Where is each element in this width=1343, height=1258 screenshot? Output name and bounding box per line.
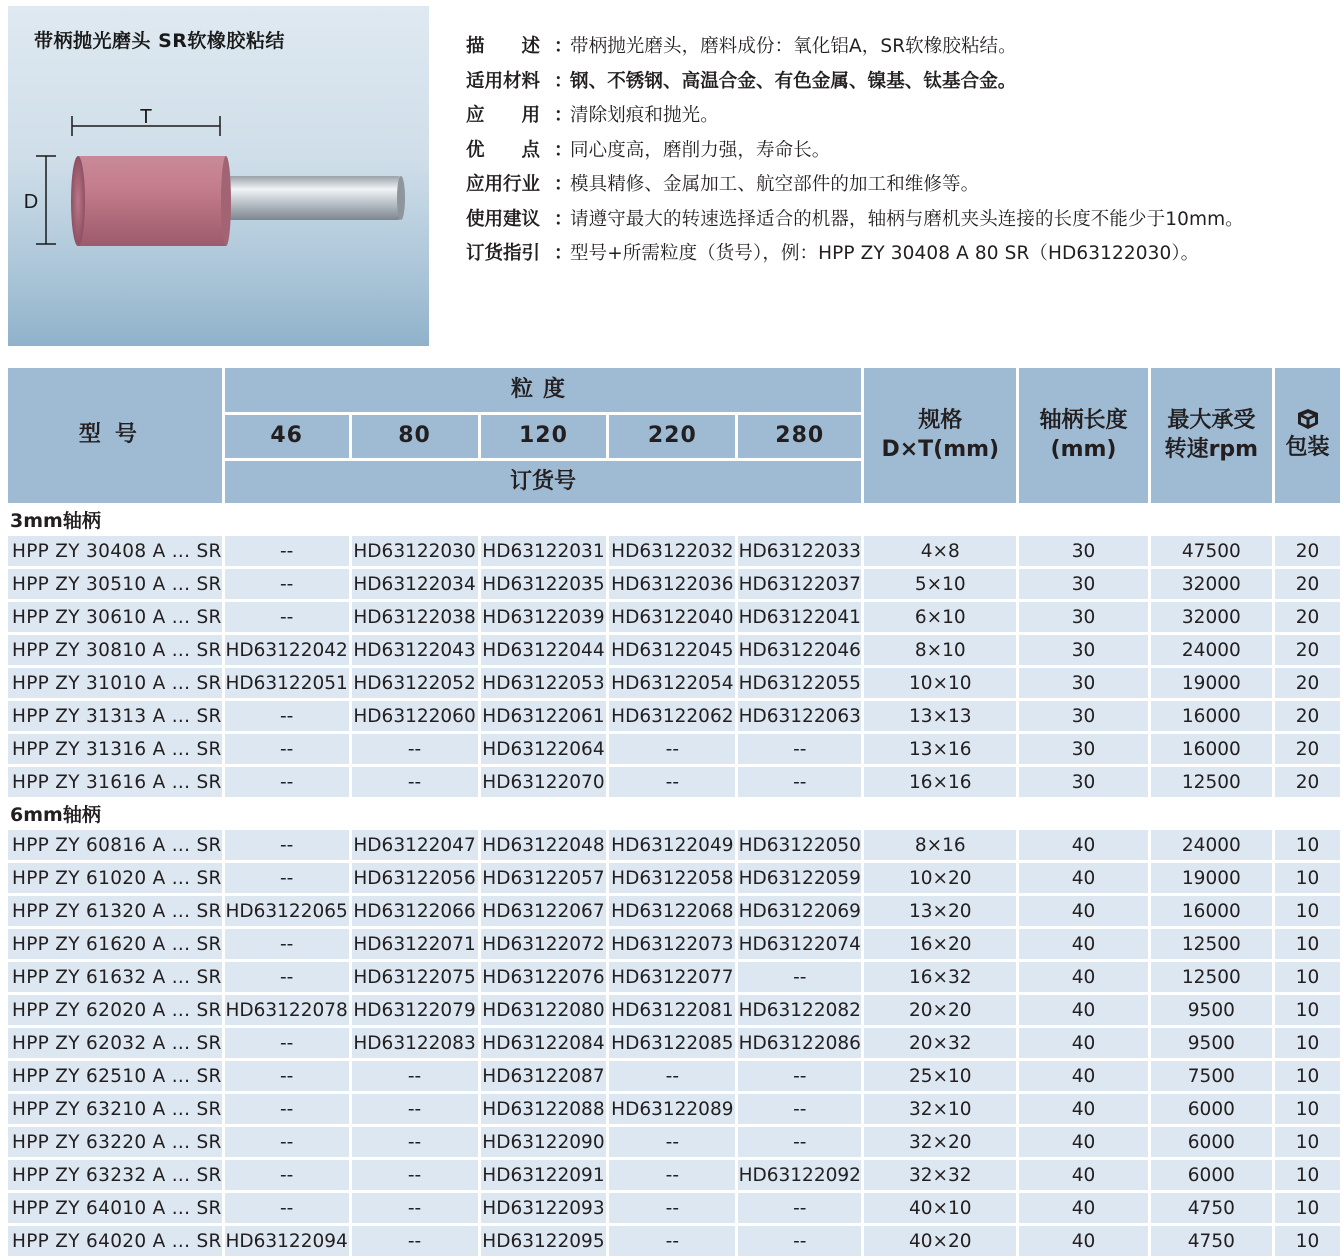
model-cell: HPP ZY 63232 A ... SR — [8, 1160, 222, 1190]
order-no-280-cell: -- — [738, 962, 861, 992]
max-rpm-cell: 47500 — [1151, 536, 1272, 566]
pack-cell: 20 — [1275, 536, 1340, 566]
max-rpm-cell: 32000 — [1151, 602, 1272, 632]
model-cell: HPP ZY 31313 A ... SR — [8, 701, 222, 731]
size-cell: 8×16 — [864, 830, 1016, 860]
pack-cell: 10 — [1275, 830, 1340, 860]
header-grit-46: 46 — [225, 415, 349, 458]
max-rpm-cell: 19000 — [1151, 863, 1272, 893]
dimension-d — [36, 156, 56, 244]
pack-cell: 10 — [1275, 1226, 1340, 1256]
description-label: 订货指引 — [466, 243, 541, 265]
order-no-280-cell: HD63122037 — [738, 569, 861, 599]
header-order-number: 订货号 — [225, 461, 862, 503]
order-no-46-cell: -- — [225, 536, 349, 566]
shank-length-cell: 40 — [1019, 830, 1147, 860]
pack-cell: 10 — [1275, 1061, 1340, 1091]
pack-cell: 20 — [1275, 668, 1340, 698]
shank-length-cell: 40 — [1019, 1061, 1147, 1091]
shank-length-cell: 30 — [1019, 734, 1147, 764]
order-no-120-cell: HD63122048 — [481, 830, 607, 860]
order-no-120-cell: HD63122035 — [481, 569, 607, 599]
size-cell: 6×10 — [864, 602, 1016, 632]
header-size: 规格 D×T(mm) — [864, 368, 1016, 503]
max-rpm-cell: 16000 — [1151, 701, 1272, 731]
description-colon: ： — [554, 174, 573, 196]
order-no-280-cell: -- — [738, 1127, 861, 1157]
order-no-80-cell: HD63122043 — [352, 635, 478, 665]
order-no-220-cell: -- — [609, 767, 735, 797]
shank-length-cell: 40 — [1019, 962, 1147, 992]
description-label: 应用行业 — [466, 174, 541, 196]
description-value: 模具精修、金属加工、航空部件的加工和维修等。 — [570, 174, 980, 196]
header-pack: 包装 — [1275, 368, 1340, 503]
size-cell: 16×16 — [864, 767, 1016, 797]
order-no-220-cell: -- — [609, 1226, 735, 1256]
pack-cell: 20 — [1275, 767, 1340, 797]
header-grit-120: 120 — [481, 415, 607, 458]
shank-length-cell: 40 — [1019, 1028, 1147, 1058]
description-row — [466, 63, 1336, 98]
size-cell: 4×8 — [864, 536, 1016, 566]
order-no-280-cell: HD63122086 — [738, 1028, 861, 1058]
shank-length-cell: 30 — [1019, 602, 1147, 632]
order-no-220-cell: HD63122077 — [609, 962, 735, 992]
description-label: 适用材料 — [466, 70, 541, 92]
max-rpm-cell: 32000 — [1151, 569, 1272, 599]
order-no-80-cell: -- — [352, 1193, 478, 1223]
pack-cell: 10 — [1275, 1193, 1340, 1223]
description-row — [466, 166, 1336, 201]
max-rpm-cell: 9500 — [1151, 1028, 1272, 1058]
header-grit-220: 220 — [609, 415, 735, 458]
order-no-120-cell: HD63122064 — [481, 734, 607, 764]
table-row — [8, 569, 1340, 599]
max-rpm-cell: 12500 — [1151, 962, 1272, 992]
order-no-220-cell: HD63122032 — [609, 536, 735, 566]
order-no-120-cell: HD63122088 — [481, 1094, 607, 1124]
order-no-120-cell: HD63122091 — [481, 1160, 607, 1190]
order-no-80-cell: -- — [352, 1127, 478, 1157]
order-no-46-cell: -- — [225, 962, 349, 992]
order-no-280-cell: HD63122050 — [738, 830, 861, 860]
order-no-280-cell: HD63122055 — [738, 668, 861, 698]
section-row — [8, 506, 1340, 533]
order-no-220-cell: HD63122068 — [609, 896, 735, 926]
order-no-46-cell: -- — [225, 1061, 349, 1091]
order-no-220-cell: HD63122085 — [609, 1028, 735, 1058]
order-no-46-cell: -- — [225, 602, 349, 632]
order-no-220-cell: HD63122054 — [609, 668, 735, 698]
order-no-46-cell: -- — [225, 701, 349, 731]
size-cell: 20×20 — [864, 995, 1016, 1025]
pack-cell: 10 — [1275, 896, 1340, 926]
order-no-220-cell: -- — [609, 1061, 735, 1091]
description-label: 描 述 — [466, 36, 541, 58]
model-cell: HPP ZY 30408 A ... SR — [8, 536, 222, 566]
shank-length-cell: 40 — [1019, 1193, 1147, 1223]
shank-length-cell: 30 — [1019, 635, 1147, 665]
order-no-80-cell: HD63122083 — [352, 1028, 478, 1058]
order-no-280-cell: -- — [738, 734, 861, 764]
description-row — [466, 28, 1336, 63]
shank-length-cell: 40 — [1019, 1160, 1147, 1190]
model-cell: HPP ZY 31616 A ... SR — [8, 767, 222, 797]
header-shank-length: 轴柄长度 (mm) — [1019, 368, 1147, 503]
section-title: 3mm轴柄 — [10, 510, 101, 532]
pack-cell: 20 — [1275, 602, 1340, 632]
order-no-120-cell: HD63122080 — [481, 995, 607, 1025]
model-cell: HPP ZY 61320 A ... SR — [8, 896, 222, 926]
order-no-280-cell: -- — [738, 1193, 861, 1223]
order-no-46-cell: HD63122042 — [225, 635, 349, 665]
size-cell: 13×16 — [864, 734, 1016, 764]
max-rpm-cell: 6000 — [1151, 1127, 1272, 1157]
shank-length-cell: 40 — [1019, 1127, 1147, 1157]
order-no-220-cell: -- — [609, 1127, 735, 1157]
model-cell: HPP ZY 31010 A ... SR — [8, 668, 222, 698]
order-no-120-cell: HD63122076 — [481, 962, 607, 992]
size-cell: 10×10 — [864, 668, 1016, 698]
pack-cell: 10 — [1275, 929, 1340, 959]
order-no-46-cell: HD63122065 — [225, 896, 349, 926]
size-cell: 32×10 — [864, 1094, 1016, 1124]
order-no-280-cell: -- — [738, 1061, 861, 1091]
order-no-46-cell: HD63122094 — [225, 1226, 349, 1256]
pack-cell: 10 — [1275, 1028, 1340, 1058]
table-row — [8, 929, 1340, 959]
size-cell: 32×20 — [864, 1127, 1016, 1157]
model-cell: HPP ZY 61620 A ... SR — [8, 929, 222, 959]
header-grit-280: 280 — [738, 415, 861, 458]
shank-length-cell: 30 — [1019, 701, 1147, 731]
order-no-120-cell: HD63122053 — [481, 668, 607, 698]
size-cell: 13×13 — [864, 701, 1016, 731]
order-no-46-cell: -- — [225, 767, 349, 797]
shank-length-cell: 30 — [1019, 767, 1147, 797]
table-row — [8, 995, 1340, 1025]
order-no-220-cell: HD63122045 — [609, 635, 735, 665]
model-cell: HPP ZY 64020 A ... SR — [8, 1226, 222, 1256]
max-rpm-cell: 12500 — [1151, 929, 1272, 959]
model-cell: HPP ZY 30610 A ... SR — [8, 602, 222, 632]
model-cell: HPP ZY 61632 A ... SR — [8, 962, 222, 992]
description-value: 型号+所需粒度（货号），例：HPP ZY 30408 A 80 SR（HD63122030）。 — [570, 243, 1200, 265]
order-no-46-cell: -- — [225, 1193, 349, 1223]
order-no-280-cell: HD63122069 — [738, 896, 861, 926]
order-no-280-cell: HD63122033 — [738, 536, 861, 566]
size-cell: 25×10 — [864, 1061, 1016, 1091]
table-row — [8, 962, 1340, 992]
order-no-220-cell: HD63122073 — [609, 929, 735, 959]
max-rpm-cell: 12500 — [1151, 767, 1272, 797]
mounted-point-illustration — [8, 6, 429, 346]
pack-cell: 20 — [1275, 635, 1340, 665]
order-no-80-cell: -- — [352, 734, 478, 764]
description-label: 使用建议 — [466, 208, 541, 230]
order-no-46-cell: -- — [225, 569, 349, 599]
table-row — [8, 635, 1340, 665]
section-row — [8, 800, 1340, 827]
description-colon: ： — [554, 243, 573, 265]
header-model: 型号 — [8, 368, 222, 503]
order-no-120-cell: HD63122061 — [481, 701, 607, 731]
max-rpm-cell: 16000 — [1151, 734, 1272, 764]
header-max-rpm: 最大承受 转速rpm — [1151, 368, 1272, 503]
pack-cell: 10 — [1275, 863, 1340, 893]
order-no-80-cell: HD63122079 — [352, 995, 478, 1025]
order-no-280-cell: HD63122046 — [738, 635, 861, 665]
description-value: 带柄抛光磨头，磨料成份：氧化铝A，SR软橡胶粘结。 — [570, 36, 1017, 58]
pack-cell: 10 — [1275, 995, 1340, 1025]
pack-cell: 20 — [1275, 701, 1340, 731]
order-no-220-cell: -- — [609, 1160, 735, 1190]
model-cell: HPP ZY 62510 A ... SR — [8, 1061, 222, 1091]
order-no-80-cell: -- — [352, 1061, 478, 1091]
order-no-80-cell: HD63122047 — [352, 830, 478, 860]
grinding-head — [78, 156, 226, 246]
order-no-220-cell: HD63122058 — [609, 863, 735, 893]
max-rpm-cell: 6000 — [1151, 1094, 1272, 1124]
description-label: 应 用 — [466, 105, 541, 127]
order-no-80-cell: HD63122066 — [352, 896, 478, 926]
order-no-80-cell: -- — [352, 1094, 478, 1124]
table-row — [8, 734, 1340, 764]
table-row — [8, 1193, 1340, 1223]
pack-cell: 20 — [1275, 569, 1340, 599]
model-cell: HPP ZY 62020 A ... SR — [8, 995, 222, 1025]
dimension-t-label: T — [139, 106, 153, 128]
size-cell: 16×32 — [864, 962, 1016, 992]
size-cell: 16×20 — [864, 929, 1016, 959]
order-no-120-cell: HD63122090 — [481, 1127, 607, 1157]
product-image-panel — [8, 6, 429, 346]
shank-length-cell: 40 — [1019, 896, 1147, 926]
model-cell: HPP ZY 30810 A ... SR — [8, 635, 222, 665]
order-no-80-cell: -- — [352, 1226, 478, 1256]
shank-length-cell: 40 — [1019, 1226, 1147, 1256]
max-rpm-cell: 4750 — [1151, 1193, 1272, 1223]
max-rpm-cell: 6000 — [1151, 1160, 1272, 1190]
description-row — [466, 97, 1336, 132]
table-row — [8, 1094, 1340, 1124]
max-rpm-cell: 24000 — [1151, 635, 1272, 665]
max-rpm-cell: 4750 — [1151, 1226, 1272, 1256]
size-cell: 5×10 — [864, 569, 1016, 599]
table-row — [8, 1160, 1340, 1190]
header-grit: 粒度 — [225, 368, 862, 412]
table-body — [8, 506, 1340, 1256]
order-no-80-cell: HD63122030 — [352, 536, 478, 566]
order-no-80-cell: HD63122052 — [352, 668, 478, 698]
shank-length-cell: 30 — [1019, 569, 1147, 599]
pack-cell: 10 — [1275, 962, 1340, 992]
order-no-280-cell: HD63122074 — [738, 929, 861, 959]
shank — [208, 176, 401, 220]
table-row — [8, 668, 1340, 698]
shank-length-cell: 40 — [1019, 929, 1147, 959]
order-no-46-cell: -- — [225, 1028, 349, 1058]
order-no-80-cell: HD63122060 — [352, 701, 478, 731]
order-no-46-cell: -- — [225, 734, 349, 764]
description-colon: ： — [554, 139, 573, 161]
order-no-120-cell: HD63122072 — [481, 929, 607, 959]
table-row — [8, 536, 1340, 566]
pack-cell: 10 — [1275, 1127, 1340, 1157]
table-row — [8, 602, 1340, 632]
section-title: 6mm轴柄 — [10, 804, 101, 826]
spec-table — [5, 365, 1343, 1258]
dimension-d-label: D — [23, 191, 39, 213]
description-value: 同心度高，磨削力强，寿命长。 — [570, 139, 831, 161]
order-no-120-cell: HD63122095 — [481, 1226, 607, 1256]
order-no-120-cell: HD63122039 — [481, 602, 607, 632]
max-rpm-cell: 9500 — [1151, 995, 1272, 1025]
description-value: 清除划痕和抛光。 — [570, 105, 719, 127]
description-value: 请遵守最大的转速选择适合的机器，轴柄与磨机夹头连接的长度不能少于10mm。 — [570, 208, 1244, 230]
order-no-80-cell: HD63122075 — [352, 962, 478, 992]
size-cell: 40×10 — [864, 1193, 1016, 1223]
size-cell: 20×32 — [864, 1028, 1016, 1058]
description-row — [466, 132, 1336, 167]
order-no-120-cell: HD63122084 — [481, 1028, 607, 1058]
model-cell: HPP ZY 60816 A ... SR — [8, 830, 222, 860]
order-no-46-cell: -- — [225, 1160, 349, 1190]
order-no-46-cell: -- — [225, 929, 349, 959]
order-no-120-cell: HD63122057 — [481, 863, 607, 893]
pack-cell: 10 — [1275, 1160, 1340, 1190]
model-cell: HPP ZY 64010 A ... SR — [8, 1193, 222, 1223]
description-row — [466, 201, 1336, 236]
order-no-46-cell: -- — [225, 863, 349, 893]
description-colon: ： — [554, 70, 573, 92]
size-cell: 10×20 — [864, 863, 1016, 893]
order-no-46-cell: HD63122078 — [225, 995, 349, 1025]
size-cell: 8×10 — [864, 635, 1016, 665]
order-no-220-cell: HD63122081 — [609, 995, 735, 1025]
order-no-46-cell: -- — [225, 1127, 349, 1157]
order-no-80-cell: HD63122034 — [352, 569, 478, 599]
max-rpm-cell: 7500 — [1151, 1061, 1272, 1091]
model-cell: HPP ZY 63220 A ... SR — [8, 1127, 222, 1157]
order-no-280-cell: HD63122059 — [738, 863, 861, 893]
table-row — [8, 896, 1340, 926]
order-no-220-cell: -- — [609, 734, 735, 764]
description-colon: ： — [554, 36, 573, 58]
product-description — [466, 28, 1336, 270]
max-rpm-cell: 16000 — [1151, 896, 1272, 926]
description-row — [466, 235, 1336, 270]
order-no-80-cell: -- — [352, 767, 478, 797]
order-no-220-cell: HD63122040 — [609, 602, 735, 632]
order-no-280-cell: -- — [738, 767, 861, 797]
box-icon — [1296, 408, 1320, 430]
shank-length-cell: 30 — [1019, 536, 1147, 566]
description-value: 钢、不锈钢、高温合金、有色金属、镍基、钛基合金。 — [570, 70, 1017, 92]
order-no-120-cell: HD63122044 — [481, 635, 607, 665]
order-no-46-cell: -- — [225, 830, 349, 860]
pack-cell: 20 — [1275, 734, 1340, 764]
order-no-120-cell: HD63122067 — [481, 896, 607, 926]
table-row — [8, 863, 1340, 893]
description-label: 优 点 — [466, 139, 541, 161]
order-no-280-cell: HD63122041 — [738, 602, 861, 632]
model-cell: HPP ZY 31316 A ... SR — [8, 734, 222, 764]
shank-length-cell: 40 — [1019, 863, 1147, 893]
order-no-220-cell: HD63122062 — [609, 701, 735, 731]
model-cell: HPP ZY 63210 A ... SR — [8, 1094, 222, 1124]
model-cell: HPP ZY 30510 A ... SR — [8, 569, 222, 599]
max-rpm-cell: 24000 — [1151, 830, 1272, 860]
model-cell: HPP ZY 61020 A ... SR — [8, 863, 222, 893]
order-no-120-cell: HD63122031 — [481, 536, 607, 566]
shank-length-cell: 40 — [1019, 1094, 1147, 1124]
table-row — [8, 1127, 1340, 1157]
size-cell: 13×20 — [864, 896, 1016, 926]
order-no-120-cell: HD63122070 — [481, 767, 607, 797]
order-no-80-cell: -- — [352, 1160, 478, 1190]
order-no-280-cell: HD63122092 — [738, 1160, 861, 1190]
order-no-220-cell: HD63122089 — [609, 1094, 735, 1124]
size-cell: 32×32 — [864, 1160, 1016, 1190]
order-no-120-cell: HD63122087 — [481, 1061, 607, 1091]
header-grit-80: 80 — [352, 415, 478, 458]
shank-length-cell: 30 — [1019, 668, 1147, 698]
order-no-280-cell: -- — [738, 1226, 861, 1256]
table-row — [8, 767, 1340, 797]
order-no-80-cell: HD63122056 — [352, 863, 478, 893]
description-colon: ： — [554, 105, 573, 127]
order-no-220-cell: HD63122036 — [609, 569, 735, 599]
table-row — [8, 1226, 1340, 1256]
order-no-280-cell: HD63122063 — [738, 701, 861, 731]
max-rpm-cell: 19000 — [1151, 668, 1272, 698]
shank-length-cell: 40 — [1019, 995, 1147, 1025]
table-row — [8, 1061, 1340, 1091]
size-cell: 40×20 — [864, 1226, 1016, 1256]
order-no-220-cell: -- — [609, 1193, 735, 1223]
model-cell: HPP ZY 62032 A ... SR — [8, 1028, 222, 1058]
order-no-220-cell: HD63122049 — [609, 830, 735, 860]
product-title: 带柄抛光磨头 SR软橡胶粘结 — [34, 30, 285, 52]
order-no-120-cell: HD63122093 — [481, 1193, 607, 1223]
table-row — [8, 701, 1340, 731]
order-no-80-cell: HD63122071 — [352, 929, 478, 959]
order-no-280-cell: HD63122082 — [738, 995, 861, 1025]
table-row — [8, 1028, 1340, 1058]
table-row — [8, 830, 1340, 860]
description-colon: ： — [554, 208, 573, 230]
order-no-46-cell: HD63122051 — [225, 668, 349, 698]
order-no-46-cell: -- — [225, 1094, 349, 1124]
order-no-80-cell: HD63122038 — [352, 602, 478, 632]
pack-cell: 10 — [1275, 1094, 1340, 1124]
order-no-280-cell: -- — [738, 1094, 861, 1124]
